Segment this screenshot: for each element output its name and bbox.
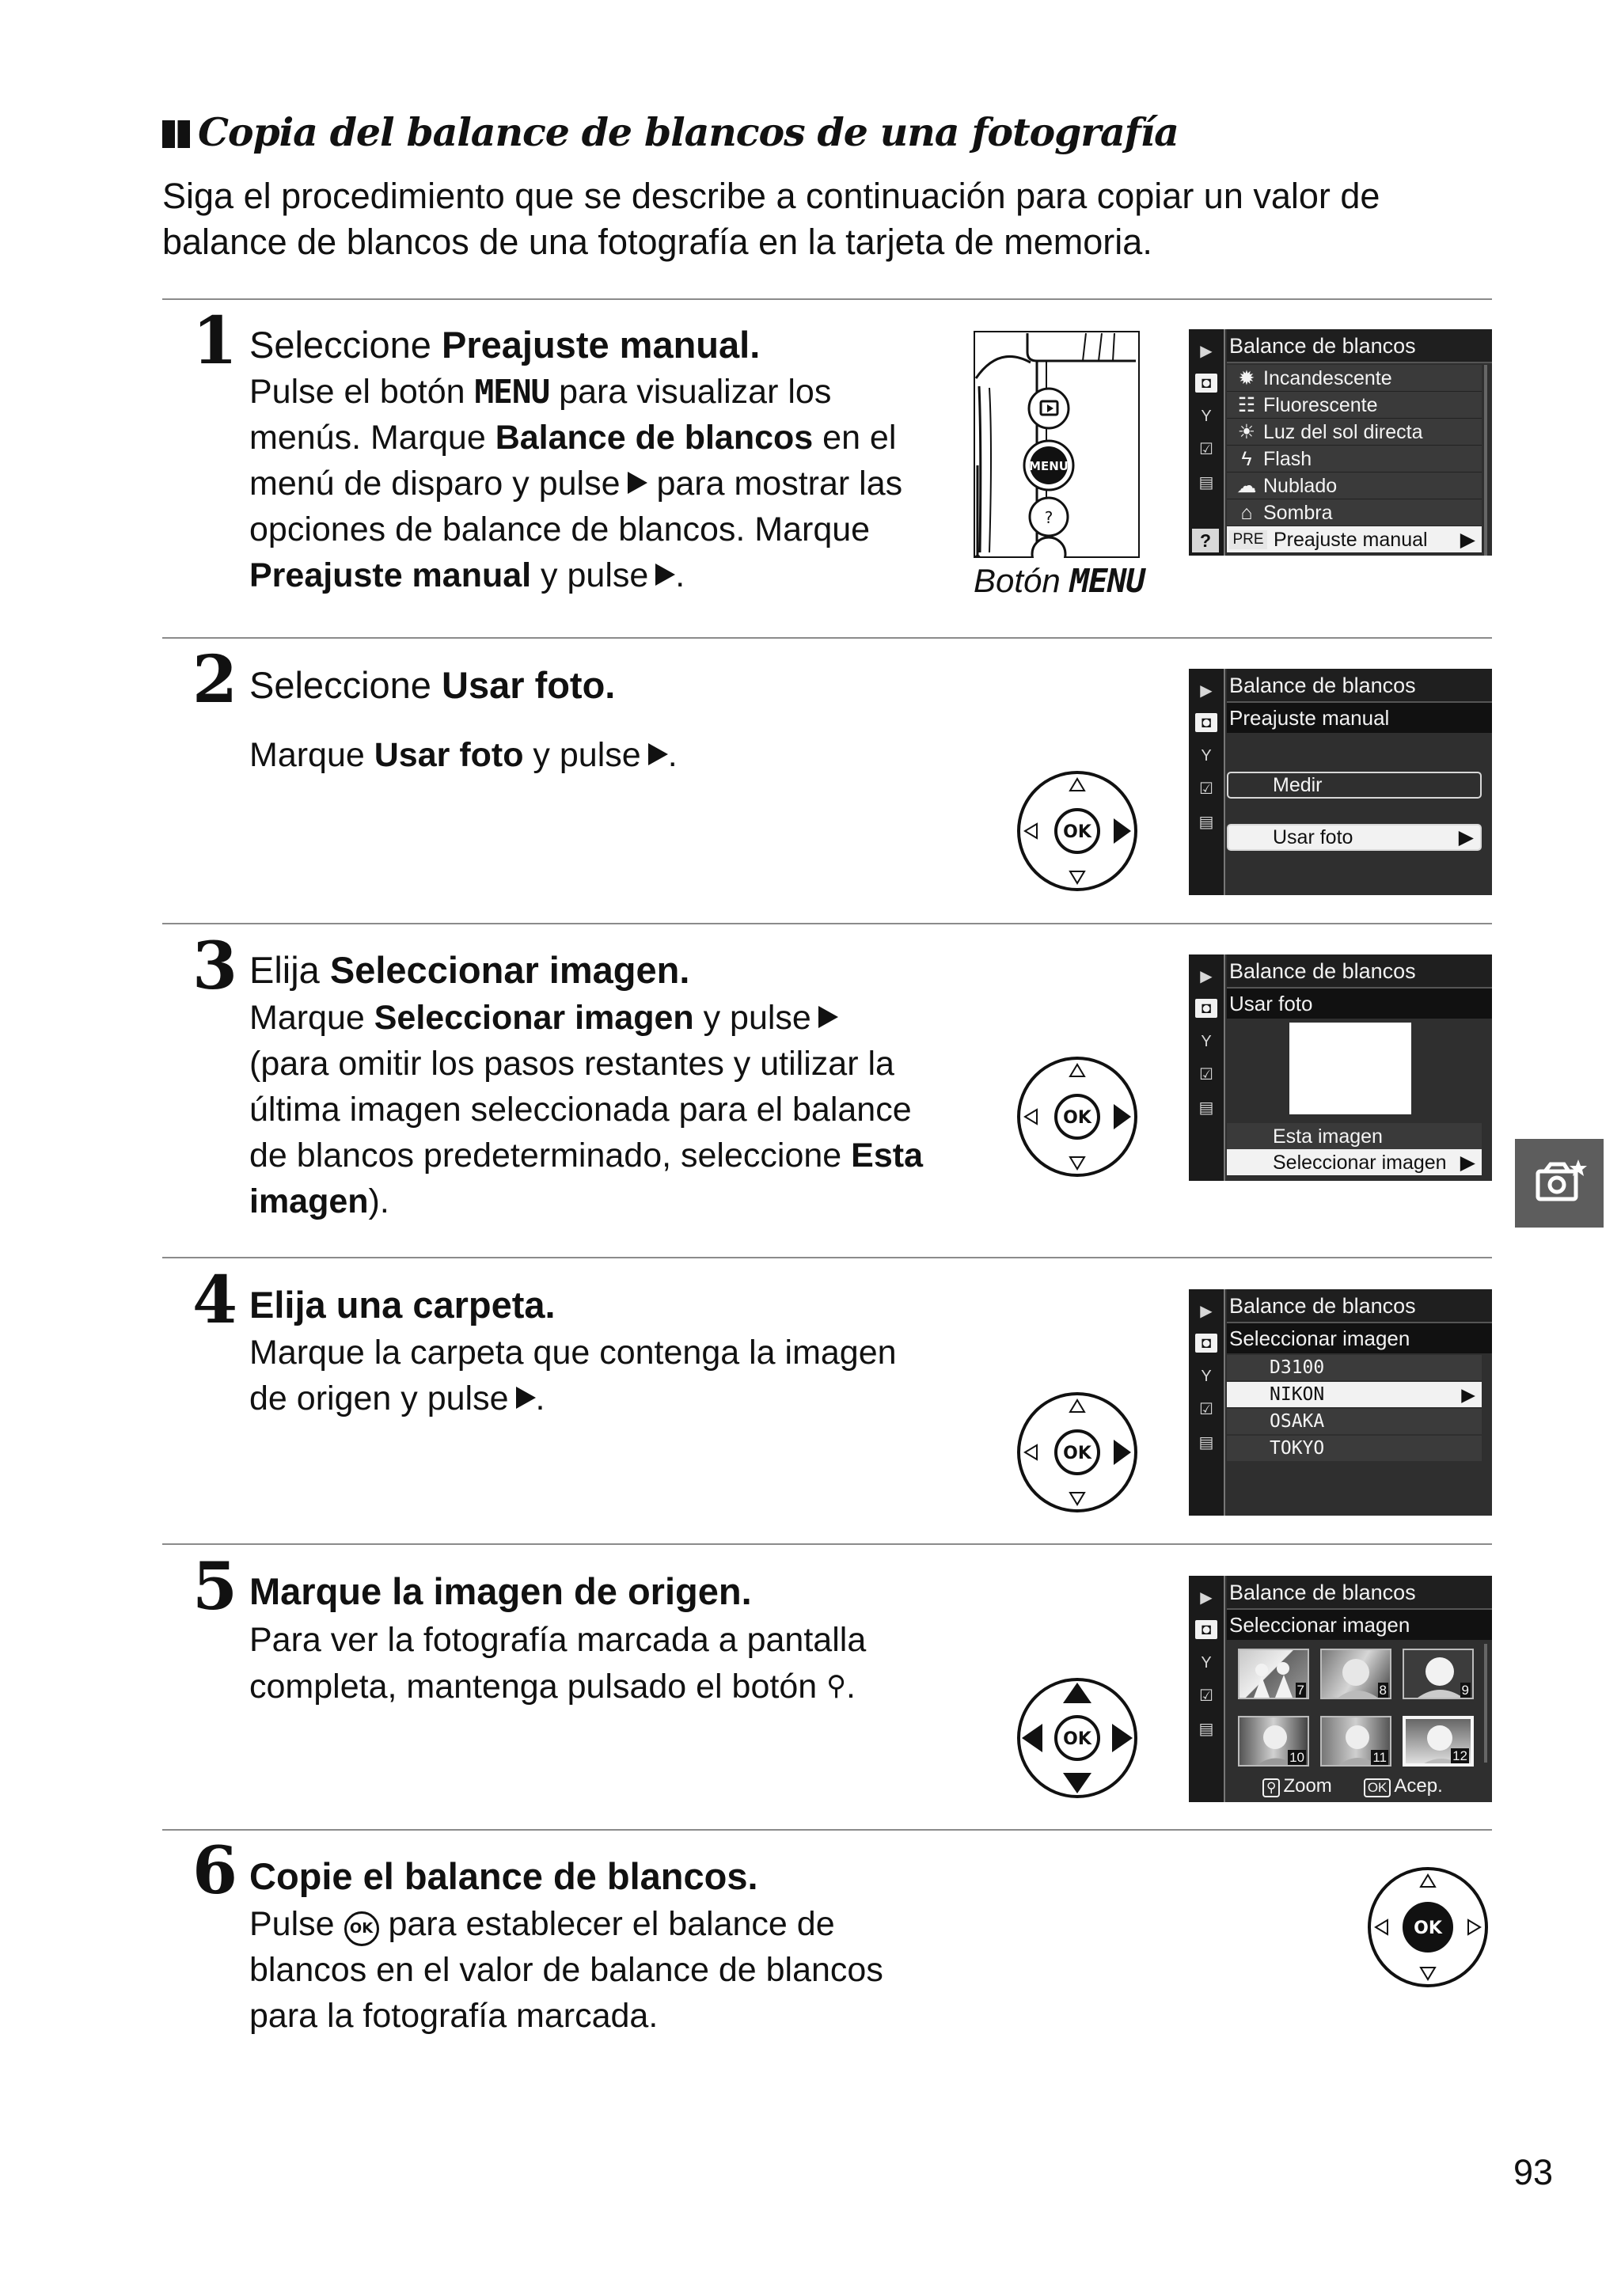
menu-option-label: Incandescente (1263, 367, 1392, 389)
step-3-line-5 (249, 1178, 923, 1224)
step-2-heading (249, 666, 615, 704)
use-photo-option[interactable] (1227, 824, 1482, 851)
step-5-line-2-prefix: completa, mantenga pulsado el botón (249, 1668, 827, 1706)
step-6-number: 6 (192, 1833, 238, 1909)
playback-menu-icon: ▶ (1200, 968, 1213, 985)
step-3-line-1-prefix: Marque (249, 999, 374, 1037)
menu-option-flash[interactable] (1227, 446, 1482, 472)
step-6-line-2: blancos en el valor de balance de blancos (249, 1951, 883, 1989)
recent-settings-icon: ▤ (1198, 474, 1214, 491)
screen-subtitle: Seleccionar imagen (1227, 1323, 1492, 1353)
multi-selector-center-label: OK (1063, 1108, 1091, 1128)
step-1-heading-prefix: Seleccione (249, 324, 442, 366)
thumbnail-scrollbar[interactable] (1484, 1644, 1487, 1763)
recent-settings-icon: ▤ (1198, 1099, 1214, 1117)
menu-option-preset-manual[interactable] (1227, 526, 1482, 553)
recent-settings-icon: ▤ (1198, 1434, 1214, 1452)
step-6-line-1-prefix: Pulse (249, 1905, 344, 1943)
shooting-menu-icon: ◘ (1195, 713, 1217, 732)
this-image-option[interactable] (1227, 1123, 1482, 1150)
step-4-heading: Elija una carpeta. (249, 1284, 556, 1326)
help-icon: ? (1192, 529, 1219, 552)
shooting-menu-icon: ◘ (1195, 1620, 1217, 1639)
section-mark-icon (162, 120, 190, 148)
playback-menu-icon: ▶ (1200, 1303, 1213, 1320)
step-5-text (249, 1617, 866, 1710)
screen-footer (1262, 1775, 1476, 1797)
menu-option-incandescent[interactable] (1227, 365, 1482, 392)
step-2-text (249, 732, 678, 778)
multi-selector-center-label: OK (1063, 822, 1091, 842)
intro-line-1: Siga el procedimiento que se describe a continuación para copiar un valor de (162, 176, 1380, 216)
screen-title: Balance de blancos (1227, 954, 1492, 989)
select-image-option-label: Seleccionar imagen (1273, 1152, 1447, 1174)
step-6-heading: Copie el balance de blancos. (249, 1855, 758, 1897)
step-2-line-1-suffix: y pulse (523, 736, 641, 774)
sunlight-icon: ☀ (1237, 421, 1256, 443)
step-3-line-2: (para omitir los pasos restantes y utilizar la (249, 1045, 894, 1083)
intro-line-2: balance de blancos de una fotografía en la tarjeta de memoria. (162, 222, 1152, 262)
step-3-line-1-suffix: y pulse (693, 999, 811, 1037)
step-3-number: 3 (192, 928, 238, 1004)
screen-title: Balance de blancos (1227, 329, 1492, 363)
select-image-screen-step-5 (1189, 1576, 1492, 1802)
fluorescent-icon: ☷ (1237, 394, 1256, 416)
step-3-heading (249, 951, 689, 989)
chevron-right-icon: ▶ (1461, 1384, 1475, 1405)
menu-button-caption (974, 564, 1145, 598)
multi-selector-center-label: OK (1063, 1444, 1091, 1463)
shade-icon: ⌂ (1240, 502, 1253, 524)
camera-menu-sidebar (1189, 669, 1225, 895)
step-3-line-5-suffix: ). (368, 1182, 389, 1220)
step-5-heading: Marque la imagen de origen. (249, 1570, 752, 1612)
section-title-text: Copia del balance de blancos de una fotografía (198, 109, 1179, 155)
setup-menu-icon: Y (1201, 1033, 1212, 1050)
camera-menu-sidebar (1189, 954, 1225, 1181)
step-3-line-4 (249, 1133, 923, 1178)
step-4-line-2-prefix: de origen y pulse (249, 1379, 509, 1417)
step-1-line-2-bold: Balance de blancos (495, 419, 814, 457)
menu-option-shade[interactable] (1227, 499, 1482, 526)
step-5-line-2-end: . (846, 1668, 856, 1706)
step-1-text (249, 369, 902, 598)
menu-option-fluorescent[interactable] (1227, 392, 1482, 419)
thumbnail-number: 11 (1372, 1750, 1387, 1765)
step-1-line-3-suffix: para mostrar las (647, 465, 903, 503)
retouch-menu-icon: ☑ (1199, 1066, 1213, 1083)
step-2-heading-prefix: Seleccione (249, 664, 442, 706)
divider-before-step-2 (162, 637, 1492, 639)
shooting-menu-icon: ◘ (1195, 1334, 1217, 1353)
step-3-line-1-bold: Seleccionar imagen (374, 999, 694, 1037)
step-3-line-5-bold: imagen (249, 1182, 369, 1220)
screen-subtitle: Seleccionar imagen (1227, 1610, 1492, 1640)
measure-option[interactable]: Medir (1227, 772, 1482, 799)
step-1-heading (249, 324, 761, 366)
retouch-menu-icon: ☑ (1199, 1687, 1213, 1705)
step-1-line-5-suffix: y pulse (531, 556, 649, 594)
camera-menu-sidebar (1189, 1576, 1225, 1802)
step-1-line-2 (249, 415, 902, 461)
multi-selector-right-icon (1015, 769, 1139, 893)
multi-selector-all-directions-icon (1015, 1676, 1139, 1800)
right-arrow-icon (628, 472, 647, 494)
step-5-number: 5 (192, 1549, 238, 1625)
menu-button-caption-prefix: Botón (974, 562, 1070, 599)
step-4-line-2-end: . (535, 1379, 545, 1417)
shooting-menu-icon: ◘ (1195, 374, 1217, 393)
folder-d3100[interactable]: D3100 (1227, 1355, 1482, 1380)
thumbnail-12[interactable] (1403, 1716, 1474, 1767)
step-1-line-5-end: . (675, 556, 685, 594)
setup-menu-icon: Y (1201, 1654, 1212, 1672)
step-4-text (249, 1330, 897, 1421)
playback-menu-icon: ▶ (1200, 1589, 1213, 1607)
step-6-text (249, 1901, 883, 2039)
step-4-line-1: Marque la carpeta que contenga la imagen (249, 1334, 897, 1372)
step-2-line-1 (249, 732, 678, 778)
menu-option-label: Fluorescente (1263, 394, 1378, 416)
menu-option-label: Preajuste manual (1274, 529, 1428, 551)
divider-before-step-5 (162, 1543, 1492, 1545)
step-6-line-1-suffix: para establecer el balance de (378, 1905, 835, 1943)
thumbnail-8[interactable] (1320, 1649, 1391, 1699)
screen-subtitle: Usar foto (1227, 989, 1492, 1019)
folder-tokyo[interactable]: TOKYO (1227, 1436, 1482, 1461)
step-1-line-2-prefix: menús. Marque (249, 419, 495, 457)
screen-title: Balance de blancos (1227, 1576, 1492, 1610)
step-3-line-1 (249, 995, 923, 1041)
thumbnail-number: 7 (1296, 1683, 1304, 1698)
folder-nikon[interactable] (1227, 1382, 1482, 1407)
thumbnail-11[interactable] (1320, 1716, 1391, 1767)
playback-menu-icon: ▶ (1200, 343, 1213, 360)
step-1-line-1 (249, 369, 902, 415)
camera-settings-icon (1515, 1139, 1604, 1228)
thumbnail-number: 9 (1461, 1683, 1469, 1698)
accept-footer-label: Acep. (1394, 1775, 1443, 1797)
step-1-line-5-bold: Preajuste manual (249, 556, 532, 594)
retouch-menu-icon: ☑ (1199, 441, 1213, 458)
step-1-line-1-prefix: Pulse el botón (249, 373, 475, 411)
right-arrow-icon (648, 743, 668, 765)
chevron-right-icon: ▶ (1460, 529, 1475, 551)
multi-selector-center-label: OK (1063, 1729, 1091, 1749)
folder-nikon-label: NIKON (1270, 1384, 1325, 1405)
white-balance-screen-step-1 (1189, 329, 1492, 556)
thumbnail-number: 10 (1289, 1750, 1304, 1765)
right-arrow-icon (818, 1006, 838, 1028)
step-2-line-1-bold: Usar foto (374, 736, 524, 774)
flash-icon: ϟ (1241, 448, 1252, 470)
right-arrow-icon (655, 564, 675, 586)
thumbnail-9[interactable] (1403, 1649, 1474, 1699)
intro-paragraph (162, 173, 1460, 265)
step-3-line-3: última imagen seleccionada para el balance (249, 1091, 912, 1129)
divider-before-step-4 (162, 1257, 1492, 1258)
folder-osaka[interactable]: OSAKA (1227, 1409, 1482, 1434)
step-5-line-2 (249, 1663, 866, 1710)
divider-before-step-3 (162, 923, 1492, 924)
incandescent-icon: ✹ (1238, 367, 1255, 389)
zoom-footer-label: Zoom (1283, 1775, 1332, 1797)
menu-button-caption-glyph: MENU (1069, 562, 1145, 600)
divider-before-step-1 (162, 298, 1492, 300)
ok-button-icon: OK (1364, 1778, 1391, 1797)
select-image-option[interactable] (1227, 1149, 1482, 1176)
select-folder-screen-step-4 (1189, 1289, 1492, 1516)
multi-selector-right-icon (1015, 1391, 1139, 1514)
zoom-in-icon: ⚲ (826, 1670, 847, 1702)
step-1-heading-bold: Preajuste manual. (442, 324, 761, 366)
preset-manual-icon: PRE (1229, 530, 1267, 549)
this-image-option-label: Esta imagen (1273, 1125, 1383, 1148)
zoom-button-icon: ⚲ (1262, 1778, 1280, 1797)
use-photo-option-label: Usar foto (1273, 826, 1353, 848)
setup-menu-icon: Y (1201, 1368, 1212, 1385)
step-5-line-1: Para ver la fotografía marcada a pantalla (249, 1621, 867, 1659)
retouch-menu-icon: ☑ (1199, 1401, 1213, 1418)
step-1-line-3 (249, 461, 902, 507)
menu-option-label: Nublado (1263, 475, 1338, 497)
step-1-line-2-suffix: en el (813, 419, 897, 457)
camera-menu-sidebar (1189, 1289, 1225, 1516)
step-6-line-1 (249, 1901, 883, 1947)
step-1-number: 1 (192, 303, 238, 379)
step-3-line-4-bold: Esta (851, 1137, 923, 1175)
screen-title: Balance de blancos (1227, 1289, 1492, 1323)
thumbnail-10[interactable] (1238, 1716, 1309, 1767)
cloudy-icon: ☁ (1236, 475, 1257, 497)
camera-menu-button-illustration (974, 331, 1140, 558)
use-photo-screen-step-3 (1189, 954, 1492, 1181)
step-3-heading-bold: Seleccionar imagen. (329, 949, 690, 991)
step-4-number: 4 (192, 1262, 238, 1338)
chevron-right-icon: ▶ (1460, 1152, 1475, 1174)
step-1-line-1-suffix: para visualizar los (549, 373, 832, 411)
menu-scrollbar[interactable] (1484, 365, 1487, 556)
setup-menu-icon: Y (1201, 408, 1212, 425)
ok-button-icon: OK (344, 1911, 379, 1946)
step-2-line-1-end: . (667, 736, 678, 774)
recent-settings-icon: ▤ (1198, 1721, 1214, 1738)
shooting-menu-icon: ◘ (1195, 999, 1217, 1018)
thumbnail-7[interactable] (1238, 1649, 1309, 1699)
right-arrow-icon (516, 1387, 536, 1409)
menu-option-label: Flash (1263, 448, 1312, 470)
divider-before-step-6 (162, 1829, 1492, 1831)
image-preview (1289, 1023, 1411, 1114)
menu-option-label: Luz del sol directa (1263, 421, 1423, 443)
step-2-line-1-prefix: Marque (249, 736, 374, 774)
step-6-line-3: para la fotografía marcada. (249, 1997, 659, 2035)
camera-menu-text: MENU (1029, 459, 1069, 473)
multi-selector-right-icon (1015, 1055, 1139, 1178)
playback-menu-icon: ▶ (1200, 682, 1213, 700)
setup-menu-icon: Y (1201, 747, 1212, 765)
step-1-line-3-prefix: menú de disparo y pulse (249, 465, 621, 503)
side-tab (1515, 1139, 1604, 1228)
step-2-number: 2 (192, 642, 238, 718)
step-4-line-2 (249, 1376, 897, 1421)
retouch-menu-icon: ☑ (1199, 780, 1213, 798)
step-2-heading-bold: Usar foto. (442, 664, 616, 706)
camera-menu-sidebar (1189, 329, 1225, 556)
thumbnail-number: 8 (1379, 1683, 1387, 1698)
step-3-line-4-prefix: de blancos predeterminado, seleccione (249, 1137, 852, 1175)
screen-subtitle: Preajuste manual (1227, 703, 1492, 733)
page-number: 93 (1513, 2152, 1554, 2192)
step-3-text (249, 995, 923, 1224)
step-3-heading-prefix: Elija (249, 949, 330, 991)
menu-option-direct-sunlight[interactable] (1227, 419, 1482, 446)
screen-title: Balance de blancos (1227, 669, 1492, 703)
thumbnail-number: 12 (1452, 1748, 1467, 1763)
section-title (162, 109, 1179, 155)
recent-settings-icon: ▤ (1198, 814, 1214, 831)
menu-option-cloudy[interactable] (1227, 472, 1482, 499)
step-1-line-5 (249, 552, 902, 598)
preset-manual-screen-step-2 (1189, 669, 1492, 895)
svg-text:?: ? (1044, 508, 1053, 527)
menu-option-label: Sombra (1263, 502, 1333, 524)
multi-selector-ok-icon (1366, 1865, 1490, 1989)
menu-button-glyph: MENU (474, 373, 550, 411)
step-1-line-4: opciones de balance de blancos. Marque (249, 510, 871, 548)
chevron-right-icon: ▶ (1458, 826, 1474, 848)
multi-selector-center-label: OK (1414, 1918, 1442, 1938)
